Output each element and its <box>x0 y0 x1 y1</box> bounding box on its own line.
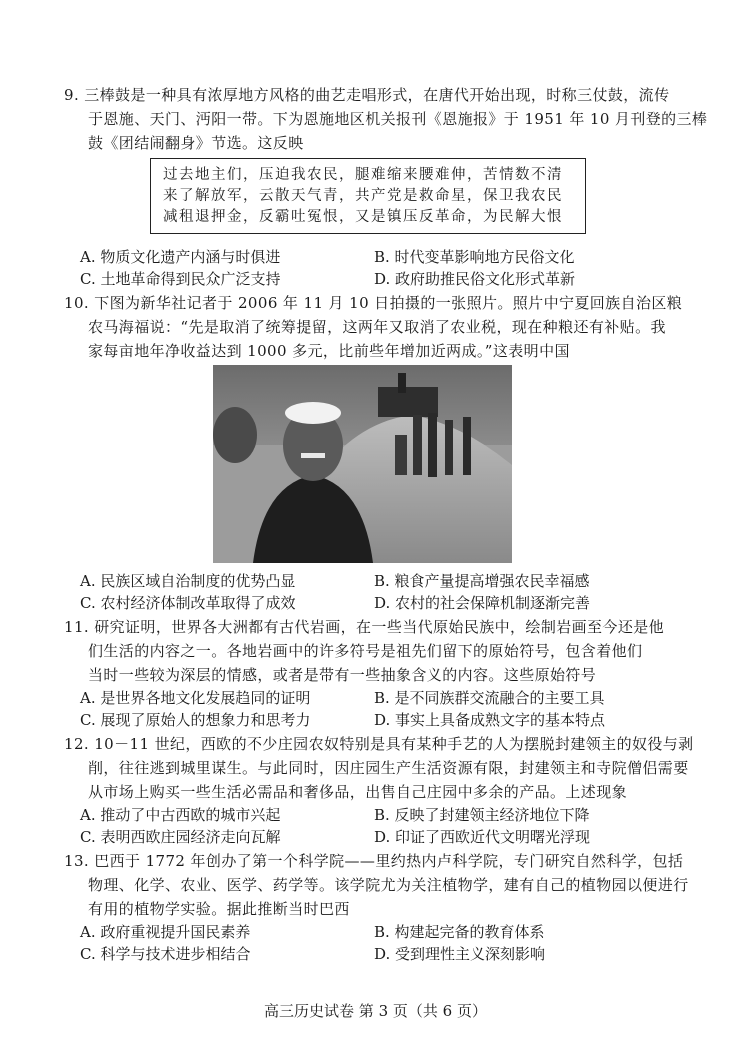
q9-line-3: 鼓《团结闹翻身》节选。这反映 <box>88 134 304 152</box>
q9-option-b: B. 时代变革影响地方民俗文化 <box>374 248 575 266</box>
q13-line-2: 物理、化学、农业、医学、药学等。该学院尤为关注植物学，建有自己的植物园以便进行 <box>88 876 689 894</box>
q11-option-a: A. 是世界各地文化发展趋同的证明 <box>80 689 311 707</box>
q13-option-d: D. 受到理性主义深刻影响 <box>374 945 546 963</box>
q11-line-1: 11. 研究证明，世界各大洲都有古代岩画，在一些当代原始民族中，绘制岩画至今还是他 <box>64 618 665 636</box>
q12-line-2: 削，往往逃到城里谋生。与此同时，因庄园生产生活资源有限，封建领主和寺院僧侣需要 <box>88 759 689 777</box>
q9-quote-line-3: 减租退押金，反霸吐冤恨，又是镇压反革命，为民解大恨 <box>163 209 563 225</box>
q12-line-3: 从市场上购买一些生活必需品和奢侈品，出售自己庄园中多余的产品。上述现象 <box>88 783 628 801</box>
q9-option-a: A. 物质文化遗产内涵与时俱进 <box>80 248 281 266</box>
q11-line-3: 当时一些较为深层的情感，或者是带有一些抽象含义的内容。这些原始符号 <box>88 666 597 684</box>
q13-line-1: 13. 巴西于 1772 年创办了第一个科学院——里约热内卢科学院，专门研究自然科学，包括 <box>64 852 684 870</box>
q13-option-b: B. 构建起完备的教育体系 <box>374 923 545 941</box>
q12-line-1: 12. 10－11 世纪，西欧的不少庄园农奴特别是具有某种手艺的人为摆脱封建领主的奴役与剥 <box>64 735 694 753</box>
q10-line-2: 农马海福说：“先是取消了统筹提留，这两年又取消了农业税，现在种粮还有补贴。我 <box>88 318 666 336</box>
q13-option-a: A. 政府重视提升国民素养 <box>80 923 251 941</box>
q12-option-b: B. 反映了封建领主经济地位下降 <box>374 806 590 824</box>
q10-option-c: C. 农村经济体制改革取得了成效 <box>80 594 296 612</box>
q9-option-d: D. 政府助推民俗文化形式革新 <box>374 270 576 288</box>
q11-option-b: B. 是不同族群交流融合的主要工具 <box>374 689 605 707</box>
q9-line-1: 9. 三棒鼓是一种具有浓厚地方风格的曲艺走唱形式，在唐代开始出现，时称三仗鼓，流传 <box>64 86 670 104</box>
q11-option-d: D. 事实上具备成熟文字的基本特点 <box>374 711 606 729</box>
q10-line-1: 10. 下图为新华社记者于 2006 年 11 月 10 日拍摄的一张照片。照片中宁夏回族自治区粮 <box>64 294 683 312</box>
q13-option-c: C. 科学与技术进步相结合 <box>80 945 251 963</box>
q9-line-2: 于恩施、天门、沔阳一带。下为恩施地区机关报刊《恩施报》于 1951 年 10 月刊登的三棒 <box>88 110 708 128</box>
q9-quote-line-2: 来了解放军，云散天气青，共产党是救命星，保卫我农民 <box>163 188 563 204</box>
q13-line-3: 有用的植物学实验。据此推断当时巴西 <box>88 900 350 918</box>
q12-option-d: D. 印证了西欧近代文明曙光浮现 <box>374 828 591 846</box>
q9-quote-line-1: 过去地主们，压迫我农民，腿难缩来腰难伸，苦情数不清 <box>163 167 563 183</box>
page-footer: 高三历史试卷 第 3 页（共 6 页） <box>264 1002 487 1020</box>
q10-option-d: D. 农村的社会保障机制逐渐完善 <box>374 594 591 612</box>
q10-option-a: A. 民族区域自治制度的优势凸显 <box>80 572 296 590</box>
q11-line-2: 们生活的内容之一。各地岩画中的许多符号是祖先们留下的原始符号，包含着他们 <box>88 642 643 660</box>
q12-option-c: C. 表明西欧庄园经济走向瓦解 <box>80 828 281 846</box>
q9-option-c: C. 土地革命得到民众广泛支持 <box>80 270 281 288</box>
farmer-photo <box>213 365 512 563</box>
q10-option-b: B. 粮食产量提高增强农民幸福感 <box>374 572 590 590</box>
q11-option-c: C. 展现了原始人的想象力和思考力 <box>80 711 311 729</box>
q9-quote-box <box>150 158 586 234</box>
q10-line-3: 家每亩地年净收益达到 1000 多元，比前些年增加近两成。”这表明中国 <box>88 342 570 360</box>
q12-option-a: A. 推动了中古西欧的城市兴起 <box>80 806 281 824</box>
